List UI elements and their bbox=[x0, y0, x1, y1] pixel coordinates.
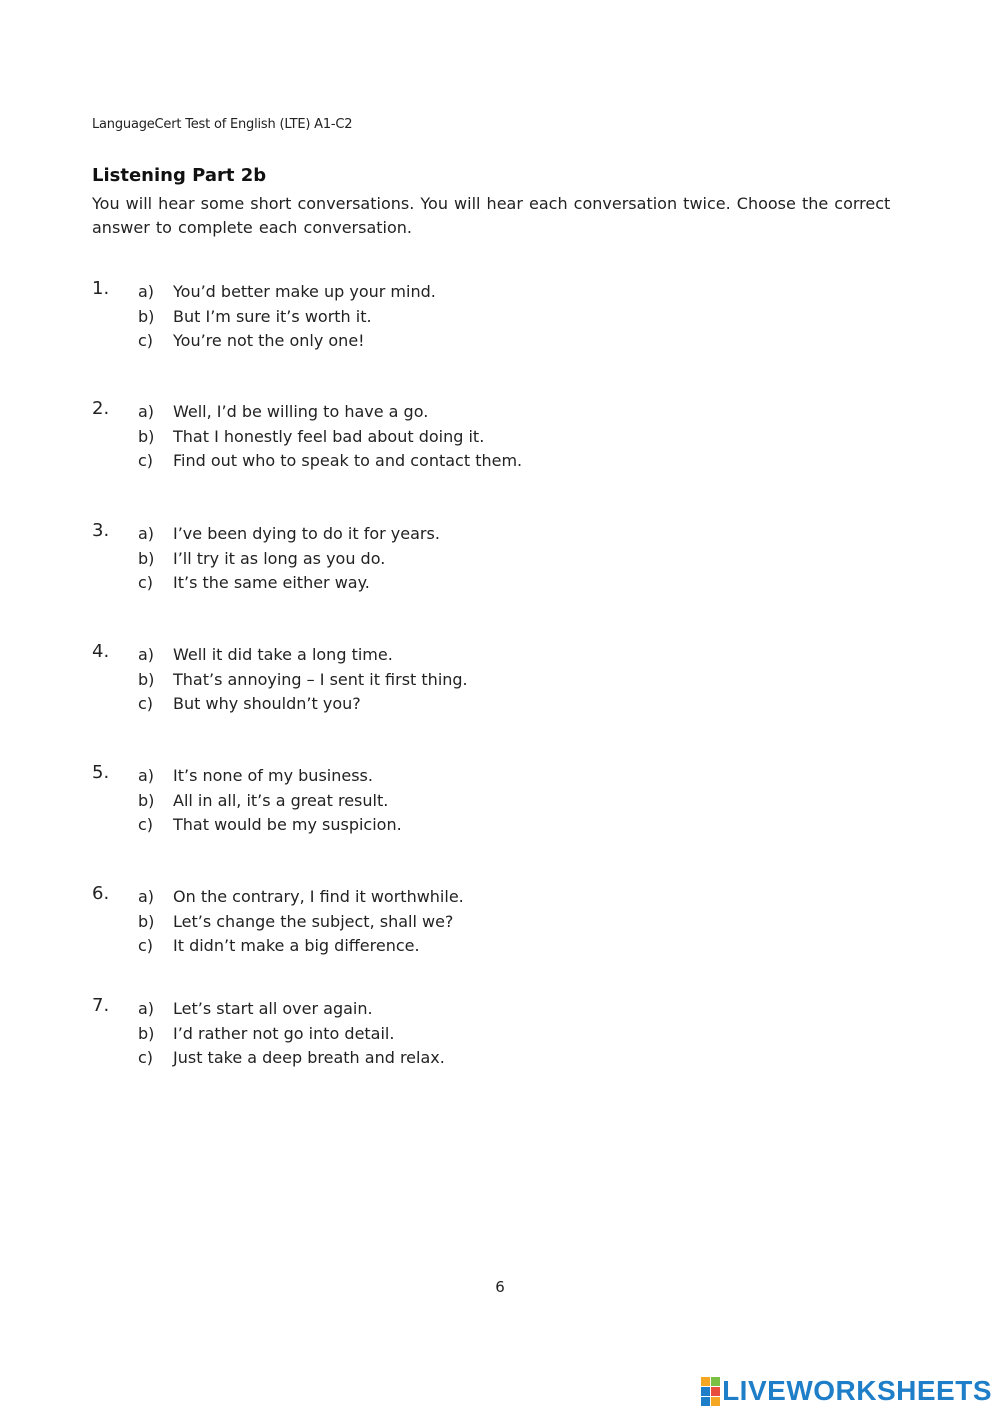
instructions: You will hear some short conversations. You will hear each conversation twice. Choose the correct answer to complete each conversation. bbox=[92, 194, 891, 237]
option-text: It didn’t make a big difference. bbox=[173, 936, 420, 955]
option-text: That’s annoying – I sent it first thing. bbox=[173, 670, 468, 689]
question-number: 4. bbox=[92, 641, 110, 662]
option-c[interactable] bbox=[138, 815, 402, 839]
page-header: LanguageCert Test of English (LTE) A1-C2 bbox=[92, 117, 353, 132]
option-text: But why shouldn’t you? bbox=[173, 694, 361, 713]
question-number: 2. bbox=[92, 398, 110, 419]
option-b[interactable] bbox=[138, 791, 388, 815]
option-text: All in all, it’s a great result. bbox=[173, 791, 389, 810]
logo-square bbox=[711, 1387, 720, 1396]
option-text: I’d rather not go into detail. bbox=[173, 1024, 395, 1043]
option-a[interactable] bbox=[138, 766, 373, 790]
option-b[interactable] bbox=[138, 549, 385, 573]
option-a[interactable] bbox=[138, 645, 393, 669]
option-text: You’d better make up your mind. bbox=[173, 282, 436, 301]
logo-square bbox=[701, 1377, 710, 1386]
logo-square bbox=[701, 1397, 710, 1406]
option-b[interactable] bbox=[138, 1024, 394, 1048]
option-text: It’s none of my business. bbox=[173, 766, 373, 785]
question-number: 7. bbox=[92, 995, 110, 1016]
option-letter: a) bbox=[138, 766, 155, 785]
option-letter: c) bbox=[138, 1048, 154, 1067]
option-letter: b) bbox=[138, 307, 155, 326]
option-b[interactable] bbox=[138, 670, 468, 694]
option-text: You’re not the only one! bbox=[173, 331, 365, 350]
logo-square bbox=[711, 1377, 720, 1386]
option-text: Let’s start all over again. bbox=[173, 999, 373, 1018]
page-number: 6 bbox=[495, 1278, 505, 1296]
option-a[interactable] bbox=[138, 999, 373, 1023]
option-letter: c) bbox=[138, 573, 154, 592]
option-letter: a) bbox=[138, 645, 155, 664]
option-c[interactable] bbox=[138, 694, 361, 718]
option-letter: a) bbox=[138, 524, 155, 543]
question-number: 5. bbox=[92, 762, 110, 783]
option-text: On the contrary, I find it worthwhile. bbox=[173, 887, 464, 906]
option-letter: b) bbox=[138, 1024, 155, 1043]
option-text: Well it did take a long time. bbox=[173, 645, 393, 664]
option-letter: a) bbox=[138, 282, 155, 301]
option-a[interactable] bbox=[138, 282, 436, 306]
option-text: Find out who to speak to and contact them. bbox=[173, 451, 523, 470]
logo-square bbox=[701, 1387, 710, 1396]
liveworksheets-logo-icon bbox=[701, 1377, 720, 1406]
option-c[interactable] bbox=[138, 451, 522, 475]
brand-text: LIVEWORKSHEETS bbox=[722, 1375, 992, 1406]
option-letter: c) bbox=[138, 694, 154, 713]
option-text: Let’s change the subject, shall we? bbox=[173, 912, 454, 931]
option-letter: b) bbox=[138, 912, 155, 931]
option-text: But I’m sure it’s worth it. bbox=[173, 307, 372, 326]
option-a[interactable] bbox=[138, 887, 464, 911]
option-letter: b) bbox=[138, 670, 155, 689]
option-letter: a) bbox=[138, 402, 155, 421]
option-letter: a) bbox=[138, 887, 155, 906]
option-b[interactable] bbox=[138, 427, 484, 451]
option-b[interactable] bbox=[138, 912, 453, 936]
option-text: Just take a deep breath and relax. bbox=[173, 1048, 445, 1067]
option-text: I’ll try it as long as you do. bbox=[173, 549, 386, 568]
option-letter: a) bbox=[138, 999, 155, 1018]
option-b[interactable] bbox=[138, 307, 372, 331]
option-c[interactable] bbox=[138, 936, 420, 960]
option-letter: b) bbox=[138, 549, 155, 568]
logo-square bbox=[711, 1397, 720, 1406]
option-a[interactable] bbox=[138, 402, 428, 426]
liveworksheets-brand[interactable] bbox=[701, 1375, 992, 1407]
option-letter: b) bbox=[138, 427, 155, 446]
option-c[interactable] bbox=[138, 573, 370, 597]
option-text: Well, I’d be willing to have a go. bbox=[173, 402, 429, 421]
option-a[interactable] bbox=[138, 524, 440, 548]
option-letter: c) bbox=[138, 936, 154, 955]
option-c[interactable] bbox=[138, 331, 365, 355]
option-letter: c) bbox=[138, 331, 154, 350]
section-title: Listening Part 2b bbox=[92, 165, 267, 186]
question-number: 6. bbox=[92, 883, 110, 904]
option-text: That would be my suspicion. bbox=[173, 815, 402, 834]
option-letter: c) bbox=[138, 451, 154, 470]
question-number: 1. bbox=[92, 278, 110, 299]
option-text: It’s the same either way. bbox=[173, 573, 370, 592]
option-letter: b) bbox=[138, 791, 155, 810]
option-letter: c) bbox=[138, 815, 154, 834]
question-number: 3. bbox=[92, 520, 110, 541]
option-text: That I honestly feel bad about doing it. bbox=[173, 427, 485, 446]
option-c[interactable] bbox=[138, 1048, 445, 1072]
option-text: I’ve been dying to do it for years. bbox=[173, 524, 440, 543]
